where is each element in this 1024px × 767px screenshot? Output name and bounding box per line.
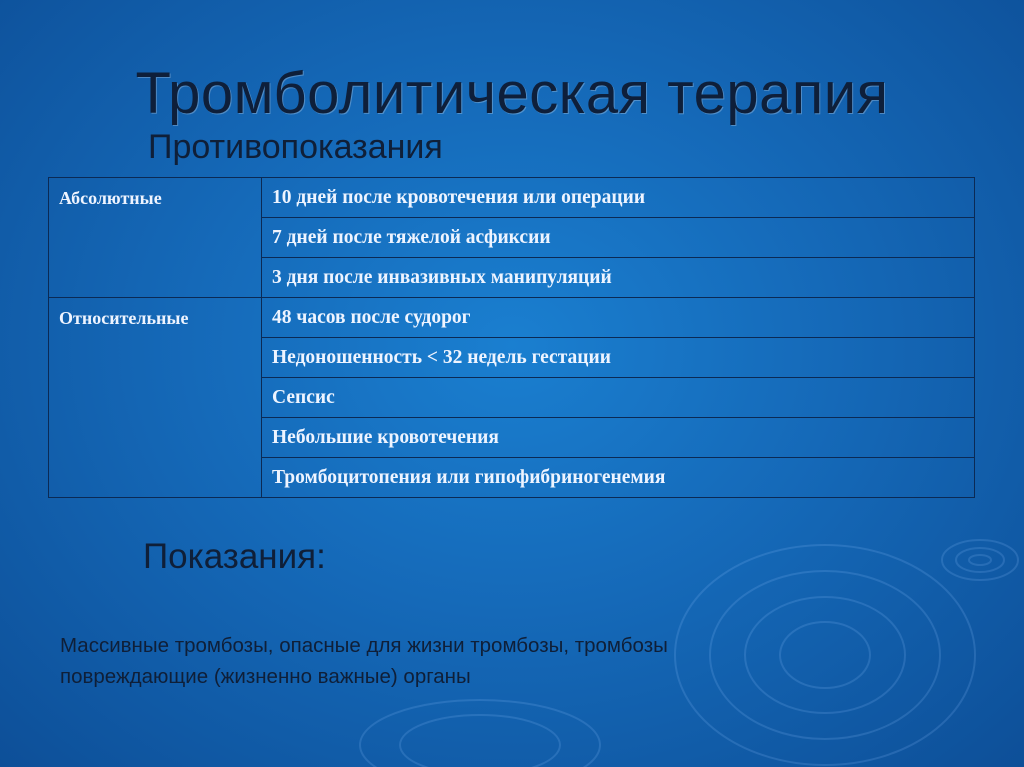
table-cell: Тромбоцитопения или гипофибриногенемия (262, 458, 975, 498)
contraindications-table (48, 177, 975, 498)
indications-title: Показания: (143, 537, 326, 576)
category-absolute: Абсолютные (49, 178, 262, 298)
table-cell: 7 дней после тяжелой асфиксии (262, 218, 975, 258)
table-row (49, 178, 975, 218)
table-cell: Недоношенность < 32 недель гестации (262, 338, 975, 378)
indications-text (60, 630, 900, 692)
slide-title: Тромболитическая терапия (135, 61, 889, 126)
table-cell: 48 часов после судорог (262, 298, 975, 338)
table-cell: Сепсис (262, 378, 975, 418)
indications-line: Массивные тромбозы, опасные для жизни тромбозы, тромбозы (60, 634, 668, 657)
table-cell: 10 дней после кровотечения или операции (262, 178, 975, 218)
slide-subtitle: Противопоказания (148, 128, 443, 166)
category-relative: Относительные (49, 298, 262, 498)
table-cell: 3 дня после инвазивных манипуляций (262, 258, 975, 298)
indications-line: повреждающие (жизненно важные) органы (60, 665, 471, 688)
table-row (49, 298, 975, 338)
table-cell: Небольшие кровотечения (262, 418, 975, 458)
